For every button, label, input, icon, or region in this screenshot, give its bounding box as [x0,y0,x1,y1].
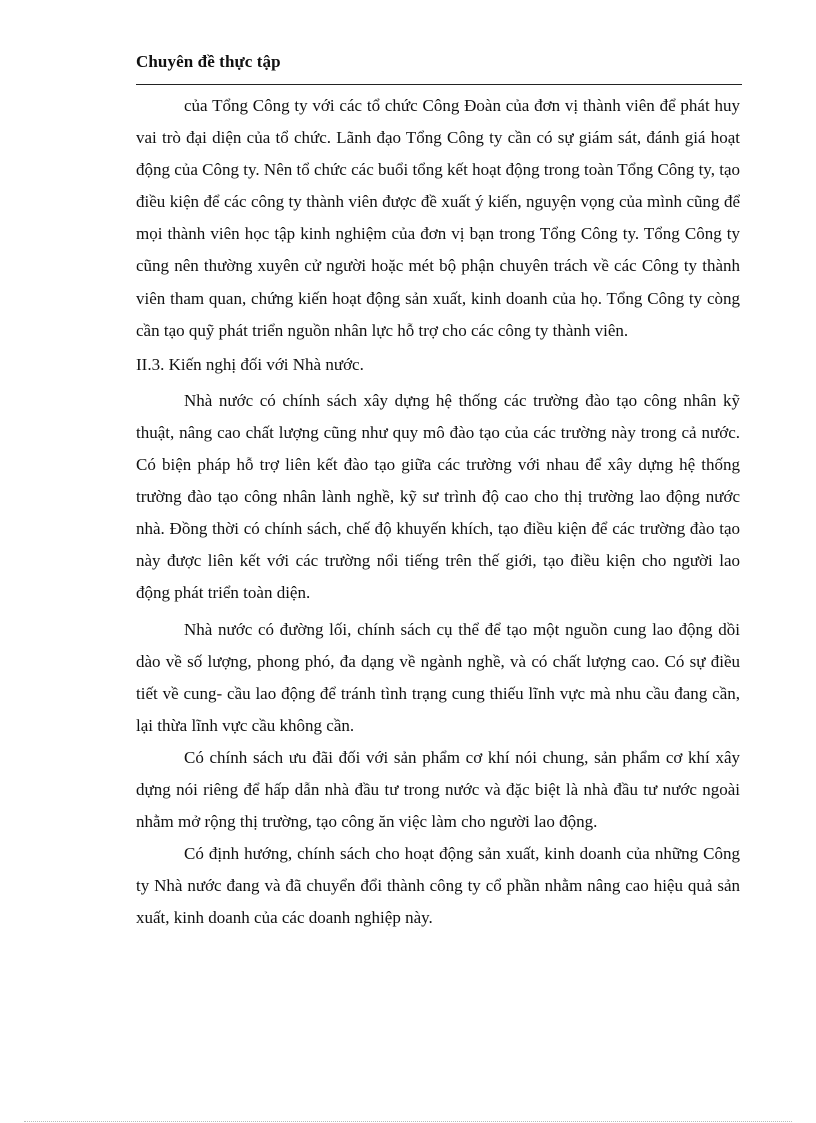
paragraph-state-companies: Có định hướng, chính sách cho hoạt động sản xuất, kinh doanh của những Công ty Nhà nước đang và đã chuyển đổi thành công ty cổ phần nhằm nâng cao hiệu quả sản xuất, kinh doanh của các doanh nghiệp này. [136,844,740,928]
section-heading: II.3. Kiến nghị đối với Nhà nước. [136,354,364,374]
page-bottom-divider [24,1121,792,1122]
paragraph-incentive-policy: Có chính sách ưu đãi đối với sản phẩm cơ khí nói chung, sản phẩm cơ khí xây dựng nói riêng để hấp dẫn nhà đầu tư trong nước và đặc biệt là nhà đầu tư nước ngoài nhằm mở rộng thị trường, tạo công ăn việc làm cho người lao động. [136,747,740,832]
page-header-title: Chuyên đề thực tập [136,52,281,71]
paragraph-continuation: của Tổng Công ty với các tổ chức Công Đoàn của đơn vị thành viên để phát huy vai trò đại diện của tổ chức. Lãnh đạo Tổng Công ty cần có sự giám sát, đánh giá hoạt động của Công ty. Nên tổ chức các buổi tổng kết hoạt động trong toàn Tổng Công ty, tạo điều kiện để các công ty thành viên được đề xuất ý kiến, nguyện vọng của mình cũng để mọi thành viên học tập kinh nghiệm của đơn vị bạn trong Tổng Công ty. Tổng Công ty cũng nên thường xuyên cử người hoặc mét bộ phận chuyên trách về các Công ty thành viên tham quan, chứng kiến hoạt động sản xuất, kinh doanh của họ. Tổng Công ty còng cần tạo quỹ phát triển nguồn nhân lực hỗ trợ cho các công ty thành viên. [136,96,740,340]
header-divider [136,84,742,85]
document-body [136,90,740,934]
paragraph-labor-supply: Nhà nước có đường lối, chính sách cụ thể để tạo một nguồn cung lao động dồi dào về số lượng, phong phó, đa dạng về ngành nghề, và có chất lượng cao. Có sự điều tiết về cung- cầu lao động để tránh tình trạng cung thiếu lĩnh vực mà nhu cầu đang cần, lại thừa lĩnh vực cầu không cần. [136,619,740,735]
paragraph-training-policy: Nhà nước có chính sách xây dựng hệ thống các trường đào tạo công nhân kỹ thuật, nâng cao chất lượng cũng như quy mô đào tạo của các trường này trong cả nước. Có biện pháp hỗ trợ liên kết đào tạo giữa các trường với nhau để xây dựng hệ thống trường đào tạo công nhân lành nghề, kỹ sư trình độ cao cho thị trường lao động nước nhà. Đồng thời có chính sách, chế độ khuyến khích, tạo điều kiện để các trường đào tạo này được liên kết với các trường nổi tiếng trên thế giới, tạo điều kiện cho người lao động phát triển toàn diện. [136,390,740,603]
